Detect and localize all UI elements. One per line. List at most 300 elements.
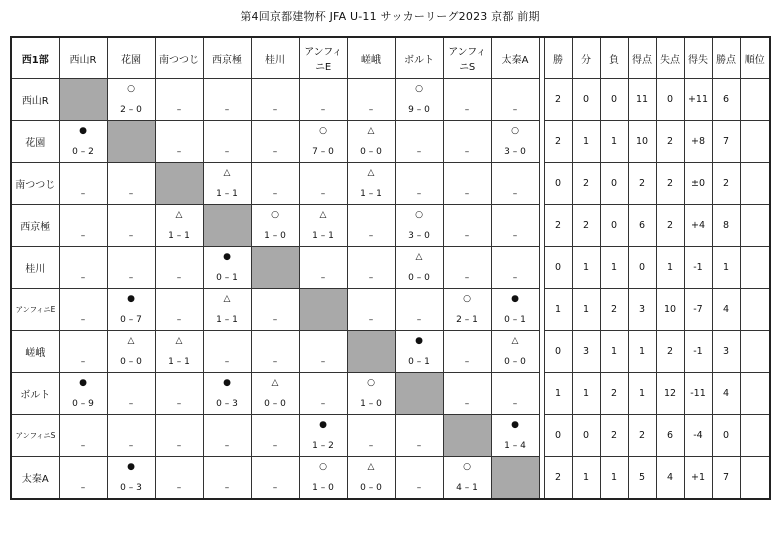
match-cell (107, 247, 155, 289)
match-cell (251, 205, 299, 247)
match-cell (491, 415, 539, 457)
match-cell (251, 289, 299, 331)
match-cell (491, 79, 539, 121)
empty-mark: – (176, 399, 182, 409)
match-cell (155, 205, 203, 247)
stat-value: 2 (544, 457, 572, 500)
match-cell (299, 205, 347, 247)
result-mark: ○ (127, 84, 135, 94)
stat-value: 2 (544, 79, 572, 121)
match-cell (59, 457, 107, 500)
empty-mark: – (464, 399, 470, 409)
empty-mark: – (512, 105, 518, 115)
match-cell (251, 373, 299, 415)
match-cell (443, 373, 491, 415)
stat-value: 4 (712, 373, 740, 415)
row-header-team: 西京極 (11, 205, 59, 247)
stat-value: +8 (684, 121, 712, 163)
stat-value (740, 457, 770, 500)
stat-value: 1 (656, 247, 684, 289)
match-cell (155, 457, 203, 500)
team-row (11, 247, 770, 289)
empty-mark: – (320, 189, 326, 199)
team-row (11, 373, 770, 415)
stat-value: 6 (656, 415, 684, 457)
stat-value: 0 (572, 79, 600, 121)
empty-mark: – (80, 357, 86, 367)
result-mark: ● (415, 336, 423, 346)
empty-mark: – (224, 357, 230, 367)
column-header-team: 南つつじ (155, 37, 203, 79)
match-cell (299, 415, 347, 457)
result-mark: △ (223, 294, 231, 304)
match-score: 1 – 1 (312, 231, 334, 241)
result-mark: ● (79, 126, 87, 136)
team-row (11, 457, 770, 500)
result-mark: ● (319, 420, 327, 430)
match-cell (347, 205, 395, 247)
stat-value: 10 (656, 289, 684, 331)
row-header-team: アンフィニE (11, 289, 59, 331)
league-table-wrapper (10, 36, 771, 500)
match-cell (491, 373, 539, 415)
match-cell (347, 373, 395, 415)
stat-value: 2 (656, 121, 684, 163)
empty-mark: – (464, 147, 470, 157)
stat-value (740, 415, 770, 457)
page-title: 第4回京都建物杯 JFA U-11 サッカーリーグ2023 京都 前期 (240, 10, 540, 23)
match-cell (347, 247, 395, 289)
match-cell (395, 163, 443, 205)
result-mark: △ (271, 378, 279, 388)
corner-label: 西1部 (11, 37, 59, 79)
stat-value: 0 (572, 415, 600, 457)
column-header-team: 花園 (107, 37, 155, 79)
row-header-team: 南つつじ (11, 163, 59, 205)
match-score: 0 – 0 (408, 273, 430, 283)
empty-mark: – (128, 189, 134, 199)
match-cell (395, 331, 443, 373)
stat-value (740, 247, 770, 289)
match-cell (395, 205, 443, 247)
stat-value: 5 (628, 457, 656, 500)
column-header-team: 西山R (59, 37, 107, 79)
result-mark: ○ (367, 378, 375, 388)
stat-value: 2 (600, 373, 628, 415)
empty-mark: – (176, 483, 182, 493)
match-cell (443, 247, 491, 289)
stat-value: 0 (544, 163, 572, 205)
match-cell (443, 79, 491, 121)
match-score: 0 – 2 (72, 147, 94, 157)
stat-value: 1 (628, 331, 656, 373)
stat-value (740, 289, 770, 331)
diagonal-cell (299, 289, 347, 331)
match-score: 1 – 0 (312, 483, 334, 493)
stat-value: 2 (572, 205, 600, 247)
team-row (11, 331, 770, 373)
row-header-team: ボルト (11, 373, 59, 415)
match-score: 0 – 3 (120, 483, 142, 493)
match-cell (203, 457, 251, 500)
match-score: 3 – 0 (408, 231, 430, 241)
result-mark: △ (175, 210, 183, 220)
stat-value (740, 163, 770, 205)
stat-value: 2 (572, 163, 600, 205)
empty-mark: – (224, 441, 230, 451)
stat-value: 0 (656, 79, 684, 121)
result-mark: △ (175, 336, 183, 346)
stat-value: 8 (712, 205, 740, 247)
diagonal-cell (59, 79, 107, 121)
stat-value: 3 (628, 289, 656, 331)
match-cell (59, 373, 107, 415)
column-header-team: アンフィニE (299, 37, 347, 79)
result-mark: ● (511, 420, 519, 430)
empty-mark: – (368, 315, 374, 325)
empty-mark: – (272, 189, 278, 199)
empty-mark: – (464, 105, 470, 115)
empty-mark: – (80, 231, 86, 241)
result-mark: ● (127, 294, 135, 304)
stat-value: 2 (628, 163, 656, 205)
match-score: 2 – 0 (120, 105, 142, 115)
stat-value: 2 (628, 415, 656, 457)
match-cell (107, 457, 155, 500)
stat-value: -1 (684, 331, 712, 373)
stat-value: 2 (544, 121, 572, 163)
empty-mark: – (176, 147, 182, 157)
stat-value: 2 (656, 205, 684, 247)
team-row (11, 163, 770, 205)
empty-mark: – (128, 441, 134, 451)
empty-mark: – (80, 483, 86, 493)
match-cell (107, 415, 155, 457)
match-cell (59, 121, 107, 163)
stat-value (740, 205, 770, 247)
diagonal-cell (203, 205, 251, 247)
empty-mark: – (320, 399, 326, 409)
match-cell (107, 79, 155, 121)
match-cell (299, 163, 347, 205)
match-cell (107, 331, 155, 373)
match-cell (443, 289, 491, 331)
team-row (11, 205, 770, 247)
stat-value: 4 (712, 289, 740, 331)
empty-mark: – (464, 231, 470, 241)
match-cell (155, 289, 203, 331)
empty-mark: – (416, 315, 422, 325)
match-score: 3 – 0 (504, 147, 526, 157)
match-cell (107, 373, 155, 415)
empty-mark: – (272, 315, 278, 325)
match-cell (251, 457, 299, 500)
stat-value: 0 (544, 331, 572, 373)
match-cell (443, 205, 491, 247)
row-header-team: 西山R (11, 79, 59, 121)
match-cell (443, 457, 491, 500)
stat-value (740, 79, 770, 121)
stat-value: 6 (628, 205, 656, 247)
stat-header: 順位 (740, 37, 770, 79)
empty-mark: – (368, 105, 374, 115)
diagonal-cell (443, 415, 491, 457)
match-cell (491, 331, 539, 373)
empty-mark: – (464, 357, 470, 367)
result-mark: △ (223, 168, 231, 178)
stat-header: 得点 (628, 37, 656, 79)
empty-mark: – (80, 441, 86, 451)
stat-value: 1 (600, 457, 628, 500)
result-mark: △ (511, 336, 519, 346)
result-mark: ○ (415, 84, 423, 94)
stat-header: 負 (600, 37, 628, 79)
stat-value: 7 (712, 457, 740, 500)
result-mark: △ (367, 462, 375, 472)
stat-value: 0 (544, 247, 572, 289)
match-score: 4 – 1 (456, 483, 478, 493)
result-mark: ● (223, 252, 231, 262)
stat-value: 1 (572, 289, 600, 331)
column-header-team: 西京極 (203, 37, 251, 79)
empty-mark: – (320, 105, 326, 115)
diagonal-cell (491, 457, 539, 500)
empty-mark: – (176, 273, 182, 283)
stat-value: +1 (684, 457, 712, 500)
match-cell (59, 205, 107, 247)
match-cell (155, 121, 203, 163)
stat-header: 勝 (544, 37, 572, 79)
match-score: 1 – 0 (264, 231, 286, 241)
match-cell (59, 247, 107, 289)
stat-value: 1 (572, 121, 600, 163)
team-row (11, 79, 770, 121)
match-score: 0 – 1 (408, 357, 430, 367)
match-cell (299, 247, 347, 289)
stat-value: 2 (712, 163, 740, 205)
match-cell (395, 247, 443, 289)
match-cell (203, 247, 251, 289)
match-score: 0 – 0 (120, 357, 142, 367)
stat-value: 1 (544, 289, 572, 331)
empty-mark: – (416, 189, 422, 199)
stat-value: 2 (600, 415, 628, 457)
match-cell (203, 415, 251, 457)
column-header-team: 桂川 (251, 37, 299, 79)
match-score: 1 – 1 (168, 357, 190, 367)
empty-mark: – (368, 441, 374, 451)
empty-mark: – (368, 273, 374, 283)
match-score: 1 – 2 (312, 441, 334, 451)
match-score: 1 – 4 (504, 441, 526, 451)
match-cell (203, 163, 251, 205)
match-cell (347, 457, 395, 500)
result-mark: ○ (271, 210, 279, 220)
match-cell (203, 331, 251, 373)
column-header-team: 嵯峨 (347, 37, 395, 79)
match-score: 0 – 1 (216, 273, 238, 283)
stat-value: 1 (600, 121, 628, 163)
empty-mark: – (80, 189, 86, 199)
empty-mark: – (320, 357, 326, 367)
match-cell (59, 289, 107, 331)
match-score: 0 – 0 (264, 399, 286, 409)
match-cell (299, 331, 347, 373)
match-score: 0 – 0 (360, 483, 382, 493)
empty-mark: – (176, 105, 182, 115)
match-cell (155, 415, 203, 457)
match-score: 1 – 1 (168, 231, 190, 241)
empty-mark: – (368, 231, 374, 241)
match-cell (443, 121, 491, 163)
empty-mark: – (176, 315, 182, 325)
match-cell (299, 457, 347, 500)
match-cell (155, 331, 203, 373)
stat-value (740, 373, 770, 415)
stat-value: 0 (544, 415, 572, 457)
stat-value: 1 (600, 247, 628, 289)
stat-value: ±0 (684, 163, 712, 205)
empty-mark: – (416, 147, 422, 157)
stat-value: 3 (712, 331, 740, 373)
match-cell (203, 121, 251, 163)
column-header-team: アンフィニS (443, 37, 491, 79)
match-cell (347, 289, 395, 331)
stat-value: 1 (544, 373, 572, 415)
stat-value: 12 (656, 373, 684, 415)
match-cell (491, 289, 539, 331)
match-score: 1 – 1 (216, 315, 238, 325)
match-cell (59, 163, 107, 205)
match-cell (395, 457, 443, 500)
stat-value: 0 (600, 79, 628, 121)
match-cell (443, 331, 491, 373)
empty-mark: – (272, 441, 278, 451)
match-cell (251, 415, 299, 457)
stat-value: 0 (712, 415, 740, 457)
result-mark: ○ (463, 294, 471, 304)
match-cell (491, 163, 539, 205)
empty-mark: – (224, 147, 230, 157)
match-score: 9 – 0 (408, 105, 430, 115)
empty-mark: – (512, 231, 518, 241)
match-cell (491, 205, 539, 247)
empty-mark: – (512, 273, 518, 283)
match-score: 2 – 1 (456, 315, 478, 325)
match-score: 0 – 0 (504, 357, 526, 367)
stat-value: 2 (656, 331, 684, 373)
empty-mark: – (224, 105, 230, 115)
match-cell (299, 373, 347, 415)
stat-value: 7 (712, 121, 740, 163)
result-mark: △ (367, 126, 375, 136)
match-score: 7 – 0 (312, 147, 334, 157)
match-cell (203, 289, 251, 331)
stat-value: 3 (572, 331, 600, 373)
column-header-team: ボルト (395, 37, 443, 79)
stat-value: 2 (600, 289, 628, 331)
stat-value: 0 (600, 163, 628, 205)
empty-mark: – (512, 189, 518, 199)
diagonal-cell (155, 163, 203, 205)
result-mark: △ (319, 210, 327, 220)
row-header-team: 花園 (11, 121, 59, 163)
diagonal-cell (395, 373, 443, 415)
match-cell (491, 121, 539, 163)
stat-value: 6 (712, 79, 740, 121)
match-cell (395, 121, 443, 163)
match-cell (347, 415, 395, 457)
empty-mark: – (272, 147, 278, 157)
match-cell (155, 79, 203, 121)
stat-value: 11 (628, 79, 656, 121)
empty-mark: – (320, 273, 326, 283)
stat-value: 10 (628, 121, 656, 163)
diagonal-cell (107, 121, 155, 163)
diagonal-cell (251, 247, 299, 289)
stat-value: 0 (628, 247, 656, 289)
empty-mark: – (128, 231, 134, 241)
team-row (11, 121, 770, 163)
stat-value: 2 (544, 205, 572, 247)
empty-mark: – (416, 441, 422, 451)
empty-mark: – (464, 273, 470, 283)
match-cell (395, 79, 443, 121)
result-mark: △ (127, 336, 135, 346)
result-mark: ○ (319, 126, 327, 136)
team-row (11, 289, 770, 331)
empty-mark: – (128, 273, 134, 283)
stat-value: 1 (572, 247, 600, 289)
stat-value: -4 (684, 415, 712, 457)
league-table (10, 36, 771, 500)
empty-mark: – (80, 273, 86, 283)
diagonal-cell (347, 331, 395, 373)
row-header-team: 太秦A (11, 457, 59, 500)
match-score: 0 – 1 (504, 315, 526, 325)
match-score: 0 – 7 (120, 315, 142, 325)
stat-value: 2 (656, 163, 684, 205)
row-header-team: 嵯峨 (11, 331, 59, 373)
stat-header: 分 (572, 37, 600, 79)
result-mark: ○ (319, 462, 327, 472)
match-cell (299, 79, 347, 121)
stat-value: 1 (572, 373, 600, 415)
stat-value: 1 (712, 247, 740, 289)
stat-value: 1 (628, 373, 656, 415)
result-mark: ○ (511, 126, 519, 136)
match-cell (59, 331, 107, 373)
empty-mark: – (464, 189, 470, 199)
match-cell (155, 247, 203, 289)
stat-header: 得失 (684, 37, 712, 79)
match-cell (395, 289, 443, 331)
match-cell (395, 415, 443, 457)
stat-value: 4 (656, 457, 684, 500)
stat-header: 失点 (656, 37, 684, 79)
team-row (11, 415, 770, 457)
empty-mark: – (224, 483, 230, 493)
result-mark: ● (511, 294, 519, 304)
match-cell (203, 373, 251, 415)
result-mark: ○ (463, 462, 471, 472)
stat-value: 1 (600, 331, 628, 373)
row-header-team: アンフィニS (11, 415, 59, 457)
result-mark: △ (367, 168, 375, 178)
match-cell (59, 415, 107, 457)
result-mark: ● (127, 462, 135, 472)
empty-mark: – (416, 483, 422, 493)
